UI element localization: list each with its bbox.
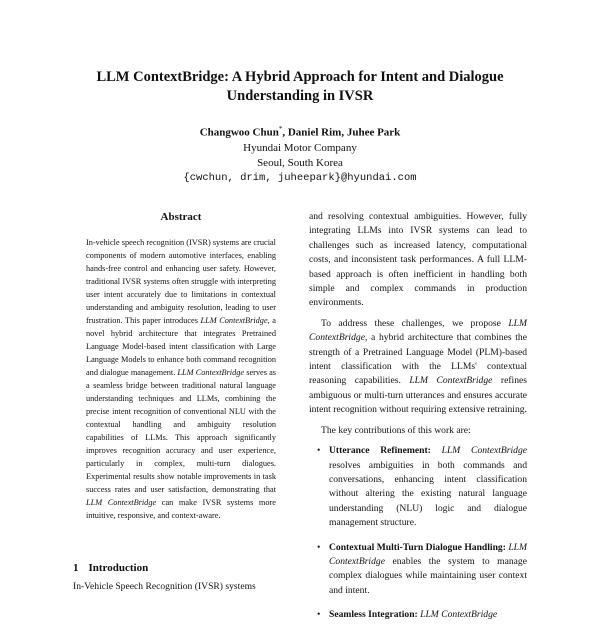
contribution-text: enables the system to manage complex dialogues while maintaining user context and intent. — [329, 555, 527, 596]
system-name: LLM ContextBridge — [309, 317, 527, 344]
bullet: • — [317, 445, 321, 457]
abstract-text: can make IVSR systems more intuitive, responsive, and context-aware. — [86, 498, 276, 520]
contribution-title: Utterance Refinement: — [329, 445, 431, 457]
paragraph: The key contributions of this work are: — [321, 424, 471, 436]
bullet: • — [317, 609, 321, 621]
paragraph: and resolving contextual ambiguities. However, fully integrating LLMs into IVSR systems can lead to challenges such as increased latency, computational costs, and inconsistent task performances. A full LLM-based approach is often inefficient in handling both simple and complex commands in production environments. — [309, 211, 527, 309]
abstract-text: serves as a seamless bridge between traditional natural language understanding techniques and LLMs, combining the precise intent recognition of conventional NLU with the contextual handling and ambiguity resolution capabilities of LLMs. This approach significantly improves recognition accuracy and user experience, particularly in complex, multi-turn dialogues. Experimental results show notable improvements in task success rates and user satisfaction, demonstrating that — [86, 368, 277, 494]
system-name: LLM ContextBridge — [200, 316, 268, 325]
first-author: Changwoo Chun — [199, 126, 279, 139]
system-name: LLM ContextBridge — [420, 609, 498, 621]
contributions-list — [309, 444, 527, 622]
contribution-text: resolves ambiguities in both commands and conversations, enhancing intent classification without altering the existing natural language understanding (NLU) logic and dialogue management structure. — [329, 459, 527, 529]
section-title: Introduction — [88, 562, 149, 574]
list-item — [309, 444, 527, 530]
system-name: LLM ContextBridge — [329, 541, 527, 567]
list-item — [309, 608, 527, 622]
abstract-body — [86, 236, 276, 522]
abstract-text: In-vehicle speech recognition (IVSR) systems are crucial components of modern automotive interfaces, enabling hands-free control and enhancing user safety. However, traditional IVSR systems often struggle with interpreting user intent accurately due to limitations in contextual understanding and ambiguity resolution, leading to user frustration. This paper introduces — [86, 238, 276, 325]
abstract-heading: Abstract — [160, 211, 202, 223]
system-name: LLM ContextBridge — [441, 445, 527, 457]
affiliation: Hyundai Motor Company — [243, 141, 357, 154]
paragraph-text: To address these challenges, we propose — [321, 317, 509, 329]
bullet: • — [317, 541, 321, 553]
author-block — [60, 122, 540, 186]
introduction-first-line: In-Vehicle Speech Recognition (IVSR) systems — [73, 581, 256, 592]
other-authors: , Daniel Rim, Juhee Park — [282, 126, 401, 139]
author-names — [60, 122, 540, 141]
contribution-title: Seamless Integration: — [329, 609, 418, 621]
section-heading-introduction — [73, 562, 148, 574]
paper-title: LLM ContextBridge: A Hybrid Approach for Intent and Dialogue Understanding in IVSR — [96, 69, 504, 104]
system-name: LLM ContextBridge — [86, 498, 157, 507]
location: Seoul, South Korea — [257, 156, 343, 169]
list-item — [309, 541, 527, 599]
corresponding-author-mark: * — [278, 125, 283, 133]
section-number: 1 — [73, 562, 79, 574]
paragraph — [309, 317, 527, 418]
author-emails: {cwchun, drim, juheepark}@hyundai.com — [183, 171, 417, 184]
paragraph-text: , a hybrid architecture that combines the strength of a Pretrained Language Model (PLM)-based intent classification with the LLMs' contextual reasoning capabilities. — [309, 332, 527, 387]
system-name: LLM ContextBridge — [409, 375, 493, 387]
right-column — [309, 210, 527, 633]
abstract-text: , a novel hybrid architecture that integrates Pretrained Language Model-based intent classification with Large Language Models to enhance both command recognition and dialogue management. — [86, 316, 276, 377]
contribution-title: Contextual Multi-Turn Dialogue Handling: — [329, 541, 506, 553]
system-name: LLM ContextBridge — [177, 368, 245, 377]
paragraph-text: refines ambiguous or multi-turn utterances and ensures accurate intent recognition without requiring extensive retraining. — [309, 375, 527, 416]
